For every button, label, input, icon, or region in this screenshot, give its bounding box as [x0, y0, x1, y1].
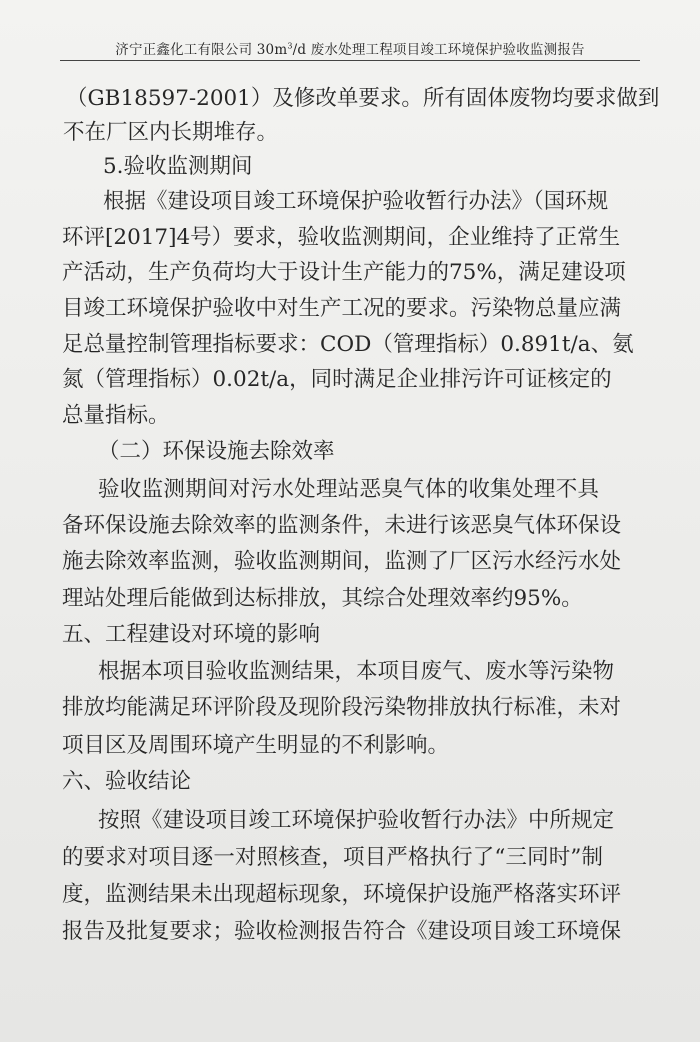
header-text-post: /d 废水处理工程项目竣工环境保护验收监测报告 [292, 42, 585, 58]
header-superscript: 3 [287, 41, 293, 51]
text-line: 环评[2017]4号）要求，验收监测期间，企业维持了正常生 [62, 225, 621, 250]
report-header [70, 38, 630, 58]
text-line: 验收监测期间对污水处理站恶臭气体的收集处理不具 [98, 477, 599, 502]
text-line: 总量指标。 [62, 403, 170, 428]
text-line: 足总量控制管理指标要求：COD（管理指标）0.891t/a、氨 [62, 332, 634, 357]
text-line: 度，监测结果未出现超标现象，环境保护设施严格落实环评 [62, 882, 622, 907]
header-text-pre: 济宁正鑫化工有限公司 30m [115, 42, 288, 58]
text-line: 氮（管理指标）0.02t/a，同时满足企业排污许可证核定的 [62, 367, 612, 392]
text-line: 产活动，生产负荷均大于设计生产能力的75%，满足建设项 [62, 260, 626, 285]
text-line: 目竣工环境保护验收中对生产工况的要求。污染物总量应满 [62, 296, 622, 321]
text-line: 施去除效率监测，验收监测期间，监测了厂区污水经污水处 [62, 549, 622, 574]
text-line: 报告及批复要求；验收检测报告符合《建设项目竣工环境保 [62, 919, 622, 944]
text-line: 项目区及周围环境产生明显的不利影响。 [62, 733, 450, 758]
text-line: 按照《建设项目竣工环境保护验收暂行办法》中所规定 [98, 808, 615, 833]
section-heading: （二）环保设施去除效率 [98, 439, 335, 464]
section-heading: 五、工程建设对环境的影响 [62, 622, 321, 647]
text-line: 根据本项目验收监测结果，本项目废气、废水等污染物 [98, 659, 615, 684]
text-line: 排放均能满足环评阶段及现阶段污染物排放执行标准，未对 [62, 695, 622, 720]
section-heading: 六、验收结论 [62, 769, 192, 794]
text-line: 备环保设施去除效率的监测条件，未进行该恶臭气体环保设 [62, 513, 622, 538]
text-line: 理站处理后能做到达标排放，其综合处理效率约95%。 [62, 586, 583, 611]
text-line: （GB18597-2001）及修改单要求。所有固体废物均要求做到 [66, 86, 660, 111]
section-heading: 5.验收监测期间 [103, 154, 253, 179]
text-line: 根据《建设项目竣工环境保护验收暂行办法》（国环规 [103, 189, 609, 214]
text-line: 不在厂区内长期堆存。 [63, 120, 279, 145]
header-rule [60, 60, 640, 61]
text-line: 的要求对项目逐一对照核查，项目严格执行了“三同时”制 [62, 845, 603, 870]
